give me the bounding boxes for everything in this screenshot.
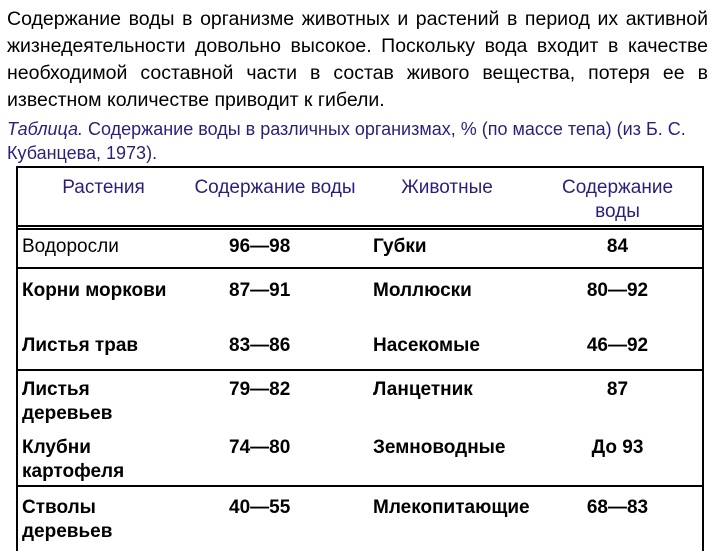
table-caption [7, 117, 708, 165]
plant-name: Стволы деревьев [17, 491, 189, 551]
table-row [17, 491, 703, 551]
animal-name: Земноводные [373, 437, 506, 458]
animal-water-value: До 93 [533, 431, 703, 491]
plant-water-value: 83—86 [229, 335, 291, 356]
animal-name: Ланцетник [373, 379, 473, 400]
animal-water-value: 84 [533, 229, 703, 273]
caption-label: Таблица. [7, 119, 84, 139]
table-row [17, 373, 703, 431]
animal-name: Моллюски [373, 280, 472, 301]
header-plants: Растения [17, 167, 189, 229]
animal-water-value: 80—92 [533, 273, 703, 330]
animal-water-value: 68—83 [533, 491, 703, 551]
caption-text: Содержание воды в различных организмах, % (по массе тепа) (из Б. С. Кубанцева, 1973). [7, 119, 686, 163]
plant-name: Листья деревьев [17, 373, 189, 431]
table-row [17, 431, 703, 491]
plant-water-value: 79—82 [229, 379, 291, 400]
table-row [17, 229, 703, 273]
plant-water-value: 74—80 [229, 437, 291, 458]
table-header-row [17, 167, 703, 229]
plant-water-value: 96—98 [189, 229, 361, 273]
table-row [17, 330, 703, 373]
animal-water-value: 46—92 [533, 330, 703, 373]
header-animal-water: Содержание воды [533, 167, 703, 229]
animal-name: Насекомые [373, 335, 480, 356]
animal-water-value: 87 [533, 373, 703, 431]
header-animals: Животные [361, 167, 533, 229]
animal-name: Губки [361, 229, 533, 273]
water-content-table [16, 166, 704, 551]
plant-water-value: 40—55 [229, 497, 291, 518]
plant-name: Листья трав [17, 330, 189, 373]
header-plant-water: Содержание воды [189, 167, 361, 229]
table-row [17, 273, 703, 330]
plant-name: Корни моркови [17, 273, 189, 330]
intro-paragraph: Содержание воды в организме животных и растений в период их активной жизнедеятельности довольно высокое. Поскольку вода входит в качестве необходимой составной части в состав живого вещества, потеря ее в известном количестве приводит к гибели. [7, 8, 708, 111]
plant-name: Клубни картофеля [17, 431, 189, 491]
plant-water-value: 87—91 [229, 280, 291, 301]
plant-name: Водоросли [17, 229, 189, 273]
animal-name: Млекопитающие [373, 497, 530, 518]
